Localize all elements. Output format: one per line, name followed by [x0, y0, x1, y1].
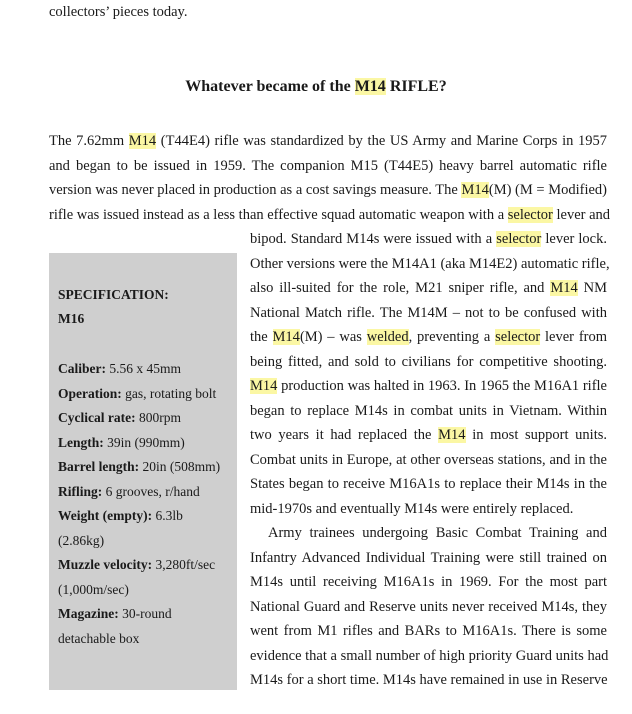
column-line — [250, 227, 607, 252]
text-run: rifle was issued instead as a less than effective squad automatic weapon with a — [49, 206, 508, 223]
highlighted-term: M14 — [438, 427, 466, 443]
text-run: lever from — [540, 329, 608, 345]
highlighted-term: M14 — [128, 133, 157, 149]
spec-row — [58, 455, 220, 480]
column-line — [250, 521, 607, 546]
text-run: also ill-suited for the role, M21 sniper rifle, and — [250, 280, 551, 296]
text-run: bipod. Standard M14s were issued with a — [250, 231, 497, 247]
spec-value: 5.56 x 45mm — [106, 361, 182, 376]
top-para-line — [49, 129, 607, 154]
column-line — [250, 644, 607, 669]
spec-label: Length: — [58, 434, 104, 450]
spec-row — [58, 578, 220, 603]
spec-value: (2.86kg) — [58, 532, 105, 548]
spec-value: 3,280ft/sec — [152, 557, 216, 572]
spec-value: 6 grooves, r/hand — [102, 483, 200, 499]
text-run: production was halted in 1963. In 1965 the M16A1 rifle — [277, 378, 607, 394]
text-run: mid-1970s and eventually M14s were entirely replaced. — [250, 500, 574, 517]
title-highlight: M14 — [354, 78, 386, 95]
spec-label: Weight (empty): — [58, 508, 153, 523]
text-run: Combat units in Europe, at other overseas stations, and in the — [250, 451, 607, 468]
column-line — [250, 472, 607, 497]
spec-label: Operation: — [58, 385, 122, 401]
column-line — [250, 325, 607, 350]
intro-line: collectors’ pieces today. — [49, 4, 188, 20]
spec-value: 20in (508mm) — [139, 459, 221, 474]
spec-value: gas, rotating bolt — [121, 385, 217, 401]
title-post: RIFLE? — [385, 78, 447, 95]
highlighted-term: M14 — [250, 378, 278, 394]
text-run: Other versions were the M14A1 (aka M14E2) automatic rifle, — [250, 255, 610, 272]
column-line — [250, 448, 607, 473]
text-run: in most support units. — [465, 427, 608, 443]
text-run: (M) – was — [299, 329, 367, 345]
spec-row — [58, 553, 220, 578]
spec-label: Rifling: — [58, 483, 103, 499]
spec-value: (1,000m/sec) — [58, 581, 129, 597]
spec-row — [58, 382, 220, 407]
highlighted-term: M14 — [550, 280, 578, 296]
column-line — [250, 595, 607, 620]
text-run: Army trainees undergoing Basic Combat Training and — [268, 525, 607, 541]
spec-row — [58, 431, 220, 456]
spec-label: Barrel length: — [58, 459, 140, 474]
spec-row — [58, 480, 220, 505]
text-run: being fitted, and sold to civilians for competitive shooting. — [250, 353, 607, 370]
spec-value: 39in (990mm) — [103, 434, 185, 450]
column-line — [250, 423, 607, 448]
text-run: two years it had replaced the — [250, 427, 439, 443]
column-line — [250, 350, 607, 375]
text-run: (M) (M = Modified) — [488, 182, 607, 198]
column-line — [250, 301, 607, 326]
text-run: States began to receive M16A1s to replace their M14s in the — [250, 476, 607, 492]
highlighted-term: selector — [495, 329, 541, 345]
text-run: National Match rifle. The M14M – not to be confused with — [250, 304, 607, 321]
spec-value: 800rpm — [135, 410, 181, 425]
column-line — [250, 374, 607, 399]
spec-row — [58, 504, 220, 529]
text-run: began to replace M14s in combat units in Vietnam. Within — [250, 402, 607, 419]
text-run: Infantry Advanced Individual Training were still trained on — [250, 549, 607, 566]
body-paragraph-top — [49, 129, 611, 227]
column-line — [250, 276, 607, 301]
top-para-line — [49, 203, 611, 228]
highlighted-term: selector — [496, 231, 542, 247]
spec-row — [58, 627, 220, 652]
top-para-line — [49, 178, 607, 203]
column-line — [250, 252, 610, 277]
spec-label: Muzzle velocity: — [58, 557, 153, 572]
spec-row — [58, 529, 220, 554]
highlighted-term: selector — [507, 206, 553, 223]
text-run: M14s until receiving M16A1s in 1969. For the most part — [250, 574, 607, 590]
column-line — [250, 546, 607, 571]
text-run: (T44E4) rifle was standardized by the US Army and Marine Corps in 1957 — [156, 133, 607, 149]
column-line — [250, 619, 607, 644]
text-run: NM — [577, 280, 607, 296]
column-line — [250, 399, 607, 424]
spec-value: 30-round — [118, 606, 172, 621]
text-run: and began to be issued in 1959. The companion M15 (T44E5) heavy barrel automatic rifle — [49, 157, 607, 174]
highlighted-term: M14 — [272, 329, 300, 345]
text-run: lever lock. — [541, 231, 607, 247]
text-run: M14s for a short time. M14s have remained in use in Reserve — [250, 672, 608, 688]
text-run: National Guard and Reserve units never received M14s, they — [250, 598, 607, 615]
text-run: version was never placed in production as a cost savings measure. The — [49, 182, 462, 198]
spec-heading: SPECIFICATION: — [58, 287, 169, 302]
spec-row — [58, 602, 220, 627]
text-run: The 7.62mm — [49, 133, 129, 149]
spec-row — [58, 357, 220, 382]
title-pre: Whatever became of the — [185, 78, 355, 95]
spec-list — [58, 357, 220, 651]
column-line — [250, 668, 607, 693]
column-line — [250, 570, 607, 595]
highlighted-term: welded — [366, 329, 409, 345]
text-run: lever and — [552, 206, 611, 223]
text-run: , preventing a — [408, 329, 496, 345]
spec-value: 6.3lb — [152, 508, 183, 523]
body-column — [250, 227, 610, 693]
spec-label: Caliber: — [58, 361, 106, 376]
text-run: evidence that a small number of high priority Guard units had — [250, 647, 609, 664]
spec-row — [58, 406, 220, 431]
spec-value: detachable box — [58, 630, 140, 646]
text-run: went from M1 rifles and BARs to M16A1s. There is some — [250, 623, 607, 639]
spec-label: Cyclical rate: — [58, 410, 136, 425]
top-para-line — [49, 154, 607, 179]
text-run: the — [250, 329, 273, 345]
article-title — [0, 78, 632, 96]
spec-model: M16 — [58, 311, 85, 326]
column-line — [250, 497, 607, 522]
spec-label: Magazine: — [58, 606, 119, 621]
highlighted-term: M14 — [461, 182, 489, 198]
